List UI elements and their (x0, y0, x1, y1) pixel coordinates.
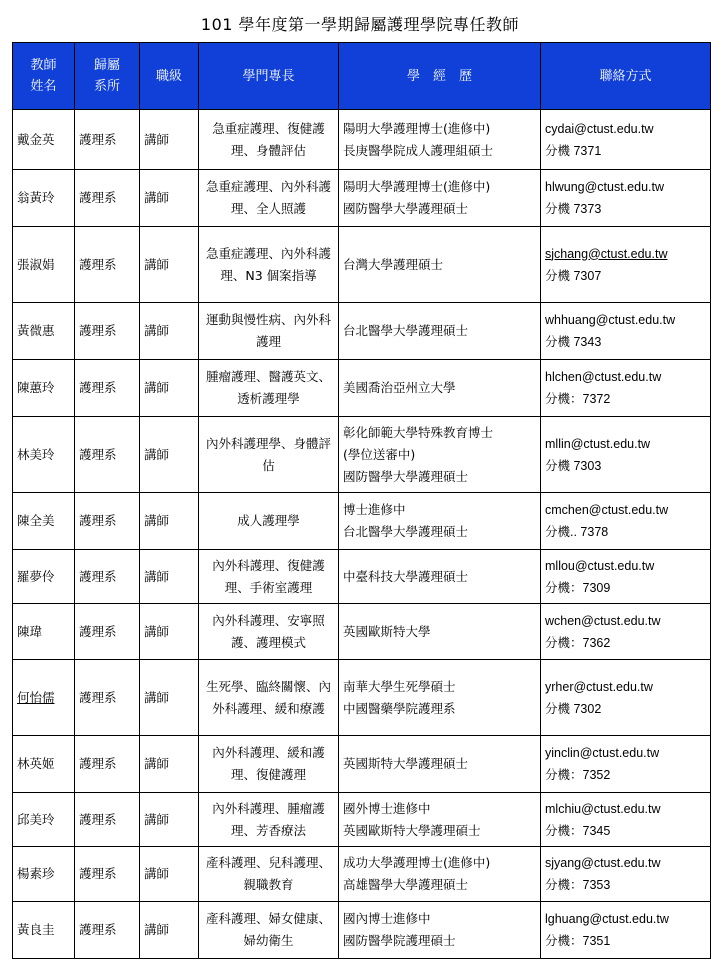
education-line: 陽明大學護理博士(進修中) (343, 120, 491, 136)
department-cell: 護理系 (75, 303, 140, 360)
education-line: 長庚醫學院成人護理組碩士 (343, 142, 494, 158)
rank-cell: 講師 (140, 660, 199, 736)
department-cell: 護理系 (75, 493, 140, 550)
education-cell (339, 110, 541, 170)
teacher-name-cell: 楊素珍 (13, 847, 75, 902)
extension-text: 分機：7353 (545, 878, 611, 892)
teacher-name-cell: 羅夢伶 (13, 550, 75, 604)
department-cell: 護理系 (75, 170, 140, 227)
teacher-name-cell: 邱美玲 (13, 793, 75, 847)
table-row (13, 303, 711, 360)
teacher-name-cell: 翁黃玲 (13, 170, 75, 227)
teacher-name-cell: 陳蕙玲 (13, 360, 75, 417)
department-cell: 護理系 (75, 847, 140, 902)
contact-cell (541, 660, 711, 736)
contact-cell (541, 793, 711, 847)
rank-cell: 講師 (140, 360, 199, 417)
education-line: 中國醫藥學院護理系 (343, 700, 456, 716)
header-dept-line: 系所 (93, 79, 120, 94)
table-row (13, 417, 711, 493)
specialty-cell: 內外科護理、腫瘤護理、芳香療法 (199, 793, 339, 847)
contact-cell (541, 847, 711, 902)
teacher-name-cell: 何怡儒 (13, 660, 75, 736)
header-specialty: 學門專長 (199, 43, 339, 110)
education-cell (339, 170, 541, 227)
department-cell: 護理系 (75, 660, 140, 736)
education-cell (339, 660, 541, 736)
department-cell: 護理系 (75, 902, 140, 959)
rank-cell: 講師 (140, 110, 199, 170)
education-line: 南華大學生死學碩士 (343, 678, 456, 694)
email-text: cmchen@ctust.edu.tw (545, 503, 669, 517)
department-cell: 護理系 (75, 110, 140, 170)
education-cell (339, 493, 541, 550)
email-text: wchen@ctust.edu.tw (545, 613, 661, 628)
specialty-cell: 內外科護理學、身體評估 (199, 417, 339, 493)
education-line: 台北醫學大學護理碩士 (343, 323, 469, 338)
specialty-cell: 產科護理、婦女健康、婦幼衛生 (199, 902, 339, 959)
education-line: 英國歐斯特大學護理碩士 (343, 822, 481, 838)
education-line: 成功大學護理博士(進修中) (343, 855, 491, 870)
teacher-name-cell: 戴金英 (13, 110, 75, 170)
table-body (13, 110, 711, 959)
education-line: 英國斯特大學護理碩士 (343, 756, 469, 771)
table-row (13, 604, 711, 660)
table-row (13, 902, 711, 959)
table-row (13, 170, 711, 227)
rank-cell: 講師 (140, 417, 199, 493)
email-text: yrher@ctust.edu.tw (545, 679, 653, 694)
education-cell (339, 360, 541, 417)
rank-cell: 講師 (140, 847, 199, 902)
faculty-table (12, 42, 711, 959)
extension-text: 分機.. 7378 (545, 525, 609, 539)
teacher-name-cell: 陳全美 (13, 493, 75, 550)
rank-cell: 講師 (140, 793, 199, 847)
header-education: 學 經 歷 (339, 43, 541, 110)
header-dept-line: 歸屬 (93, 58, 120, 73)
education-line: 博士進修中 (343, 502, 406, 517)
specialty-cell: 急重症護理、內外科護理、全人照護 (199, 170, 339, 227)
rank-cell: 講師 (140, 736, 199, 793)
education-line: 台灣大學護理碩士 (343, 256, 444, 272)
education-line: 美國喬治亞州立大學 (343, 380, 456, 395)
header-rank: 職級 (140, 43, 199, 110)
teacher-name-cell: 林英姬 (13, 736, 75, 793)
teacher-name-cell: 黃微惠 (13, 303, 75, 360)
education-line: 台北醫學大學護理碩士 (343, 524, 469, 539)
education-cell (339, 902, 541, 959)
contact-cell (541, 493, 711, 550)
education-cell (339, 847, 541, 902)
table-row (13, 660, 711, 736)
department-cell: 護理系 (75, 360, 140, 417)
education-cell (339, 227, 541, 303)
education-cell (339, 303, 541, 360)
education-line: (學位送審中) (343, 446, 416, 462)
teacher-name-cell: 張淑娟 (13, 227, 75, 303)
education-line: 高雄醫學大學護理碩士 (343, 877, 469, 892)
department-cell: 護理系 (75, 793, 140, 847)
education-line: 國防醫學院護理碩士 (343, 933, 456, 948)
contact-cell (541, 227, 711, 303)
education-line: 國內博士進修中 (343, 911, 431, 926)
contact-cell (541, 550, 711, 604)
extension-text: 分機 7307 (545, 268, 602, 283)
contact-cell (541, 303, 711, 360)
specialty-cell: 內外科護理、復健護理、手術室護理 (199, 550, 339, 604)
rank-cell: 講師 (140, 550, 199, 604)
extension-text: 分機 7373 (545, 202, 602, 216)
table-row (13, 736, 711, 793)
specialty-cell: 急重症護理、復健護理、身體評估 (199, 110, 339, 170)
teacher-name-cell: 陳瑋 (13, 604, 75, 660)
rank-cell: 講師 (140, 902, 199, 959)
email-text: lghuang@ctust.edu.tw (545, 912, 669, 926)
education-cell (339, 417, 541, 493)
table-row (13, 847, 711, 902)
extension-text: 分機：7351 (545, 934, 611, 948)
rank-cell: 講師 (140, 303, 199, 360)
extension-text: 分機 7371 (545, 143, 602, 158)
contact-cell (541, 736, 711, 793)
extension-text: 分機：7345 (545, 823, 611, 838)
department-cell: 護理系 (75, 227, 140, 303)
header-row (13, 43, 711, 110)
extension-text: 分機：7362 (545, 635, 611, 650)
contact-cell (541, 170, 711, 227)
email-text: yinclin@ctust.edu.tw (545, 746, 660, 760)
contact-cell (541, 360, 711, 417)
education-cell (339, 793, 541, 847)
extension-text: 分機 7302 (545, 701, 602, 716)
contact-cell (541, 417, 711, 493)
email-text: hlwung@ctust.edu.tw (545, 180, 665, 194)
table-row (13, 360, 711, 417)
specialty-cell: 成人護理學 (199, 493, 339, 550)
email-text: sjchang@ctust.edu.tw (545, 246, 668, 261)
specialty-cell: 生死學、臨終關懷、內外科護理、緩和療護 (199, 660, 339, 736)
education-line: 陽明大學護理博士(進修中) (343, 179, 491, 194)
email-text: mllin@ctust.edu.tw (545, 436, 651, 451)
extension-text: 分機：7309 (545, 580, 611, 595)
teacher-name-cell: 黃良圭 (13, 902, 75, 959)
header-contact: 聯絡方式 (541, 43, 711, 110)
extension-text: 分機 7303 (545, 458, 602, 473)
header-name-line: 教師 (30, 58, 57, 73)
email-text: mlchiu@ctust.edu.tw (545, 801, 661, 816)
contact-cell (541, 110, 711, 170)
teacher-name-cell: 林美玲 (13, 417, 75, 493)
contact-cell (541, 902, 711, 959)
email-text: mllou@ctust.edu.tw (545, 558, 655, 573)
contact-cell (541, 604, 711, 660)
education-cell (339, 736, 541, 793)
department-cell: 護理系 (75, 550, 140, 604)
page-title: 101 學年度第一學期歸屬護理學院專任教師 (200, 15, 520, 34)
rank-cell: 講師 (140, 227, 199, 303)
specialty-cell: 產科護理、兒科護理、親職教育 (199, 847, 339, 902)
department-cell: 護理系 (75, 417, 140, 493)
table-row (13, 110, 711, 170)
extension-text: 分機：7372 (545, 392, 611, 406)
extension-text: 分機 7343 (545, 335, 602, 349)
department-cell: 護理系 (75, 604, 140, 660)
header-name (13, 43, 75, 110)
email-text: whhuang@ctust.edu.tw (545, 313, 676, 327)
specialty-cell: 腫瘤護理、醫護英文、透析護理學 (199, 360, 339, 417)
education-line: 英國歐斯特大學 (343, 623, 431, 639)
table-row (13, 493, 711, 550)
email-text: cydai@ctust.edu.tw (545, 121, 654, 136)
header-name-line: 姓名 (30, 79, 57, 94)
table-row (13, 550, 711, 604)
specialty-cell: 內外科護理、緩和護理、復健護理 (199, 736, 339, 793)
header-dept (75, 43, 140, 110)
table-row (13, 793, 711, 847)
table-row (13, 227, 711, 303)
education-line: 中臺科技大學護理碩士 (343, 568, 469, 584)
specialty-cell: 運動與慢性病、內外科護理 (199, 303, 339, 360)
email-text: sjyang@ctust.edu.tw (545, 856, 661, 870)
education-cell (339, 550, 541, 604)
education-line: 國防醫學大學護理碩士 (343, 201, 469, 216)
rank-cell: 講師 (140, 604, 199, 660)
extension-text: 分機：7352 (545, 768, 611, 782)
department-cell: 護理系 (75, 736, 140, 793)
rank-cell: 講師 (140, 170, 199, 227)
specialty-cell: 內外科護理、安寧照護、護理模式 (199, 604, 339, 660)
specialty-cell: 急重症護理、內外科護理、N3 個案指導 (199, 227, 339, 303)
education-line: 國防醫學大學護理碩士 (343, 468, 469, 484)
education-line: 彰化師範大學特殊教育博士 (343, 424, 494, 440)
education-line: 國外博士進修中 (343, 800, 431, 816)
education-cell (339, 604, 541, 660)
email-text: hlchen@ctust.edu.tw (545, 370, 662, 384)
rank-cell: 講師 (140, 493, 199, 550)
